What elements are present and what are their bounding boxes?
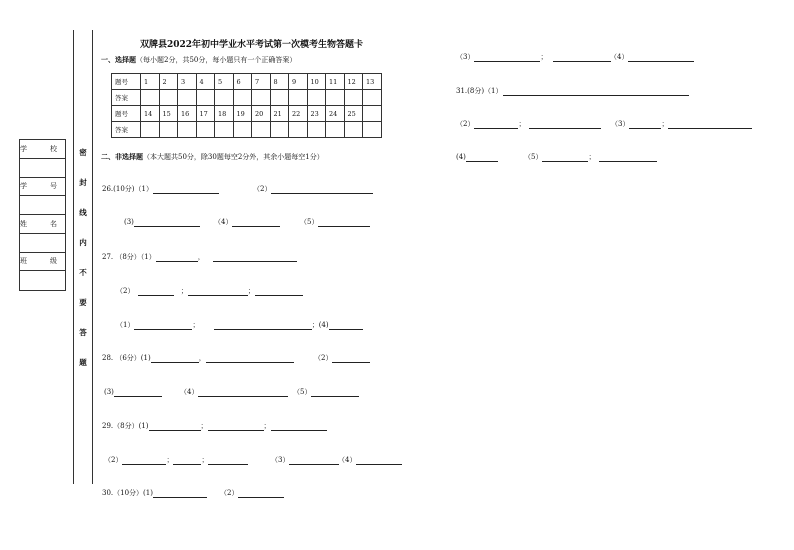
question-number: 18 [215, 106, 234, 122]
answer-cell[interactable] [178, 122, 197, 138]
answer-blank[interactable] [311, 389, 359, 397]
question-number: 23 [307, 106, 326, 122]
seal-char: 答 [79, 328, 87, 337]
separator: ； [588, 153, 596, 161]
section1-note: （每小题2分，共50分，每小题只有一个正确答案） [136, 56, 297, 64]
separator: ； [263, 422, 271, 430]
answer-blank[interactable] [134, 322, 192, 330]
answer-blank[interactable] [114, 389, 162, 397]
q26-line1 [102, 185, 219, 194]
section2-title: 二、非选择题 [101, 152, 143, 161]
answer-blank[interactable] [206, 355, 294, 363]
q27-label: 27. （8分）（1） [102, 253, 156, 261]
answer-cell[interactable] [178, 90, 197, 106]
q31-label-4: (4) [456, 153, 466, 161]
answer-blank[interactable] [213, 254, 297, 262]
answer-table [111, 73, 382, 138]
answer-blank[interactable] [474, 54, 540, 62]
answer-blank[interactable] [503, 88, 689, 96]
question-number: 9 [289, 74, 308, 90]
seal-char: 题 [79, 358, 87, 367]
q28-line2c [293, 388, 359, 397]
question-number: 25 [344, 106, 363, 122]
answer-blank[interactable] [529, 121, 601, 129]
answer-cell[interactable] [344, 90, 363, 106]
q31-label-5: （5） [524, 153, 543, 161]
question-number: 7 [252, 74, 271, 90]
question-number: 14 [141, 106, 160, 122]
answer-cell[interactable] [252, 90, 271, 106]
seal-char: 不 [79, 268, 87, 277]
answer-cell[interactable] [215, 90, 234, 106]
question-number: 17 [196, 106, 215, 122]
right-line1 [456, 53, 611, 62]
separator: ； [166, 456, 174, 464]
name-label: 姓 名 [20, 215, 65, 234]
answer-blank[interactable] [474, 121, 518, 129]
q28-label-4: （4） [180, 388, 199, 396]
answer-blank[interactable] [318, 219, 370, 227]
q29-line1 [102, 422, 327, 431]
q31-label-2: （2） [456, 120, 475, 128]
answer-blank[interactable] [173, 457, 201, 465]
answer-blank[interactable] [599, 154, 657, 162]
answer-cell[interactable] [270, 90, 289, 106]
q30-label-2: （2） [220, 489, 239, 497]
q28-label-3: (3) [104, 388, 114, 396]
question-number: 16 [178, 106, 197, 122]
separator: ； [661, 120, 669, 128]
question-number [363, 106, 382, 122]
question-number: 24 [326, 106, 345, 122]
answer-cell[interactable] [196, 122, 215, 138]
right-line1b [610, 53, 694, 62]
answer-cell[interactable] [252, 122, 271, 138]
table-row [112, 106, 382, 122]
seal-char: 线 [79, 208, 87, 217]
name-field[interactable] [20, 234, 65, 253]
answer-blank[interactable] [255, 288, 303, 296]
answer-cell[interactable] [270, 122, 289, 138]
q26-line1b [253, 185, 373, 194]
seal-char: 内 [79, 238, 87, 247]
table-row [112, 74, 382, 90]
question-number: 21 [270, 106, 289, 122]
q27-label-2: （2） [116, 287, 135, 295]
q26-label: 26.(10分)（1） [102, 185, 153, 193]
separator: ； [247, 287, 255, 295]
q29-line2b [271, 456, 339, 465]
q30-label-4: （4） [610, 53, 629, 61]
seal-char: 密 [79, 148, 87, 157]
q28-line1 [102, 354, 294, 363]
answer-blank[interactable] [289, 457, 339, 465]
q27-label-3: （1） [116, 321, 135, 329]
q28-label-5: （5） [293, 388, 312, 396]
answer-blank[interactable] [271, 423, 327, 431]
q31-line2b [611, 120, 752, 129]
answer-cell[interactable] [215, 122, 234, 138]
answer-cell[interactable] [326, 90, 345, 106]
answer-blank[interactable] [149, 423, 201, 431]
q28-label: 28. （6分）(1) [102, 354, 151, 362]
seal-line-right [92, 30, 93, 484]
separator: ， [197, 253, 205, 261]
class-label: 班 级 [20, 253, 65, 272]
answer-blank[interactable] [553, 54, 611, 62]
answer-blank[interactable] [668, 121, 752, 129]
answer-blank[interactable] [628, 54, 694, 62]
answer-blank[interactable] [153, 186, 219, 194]
student-info-box [19, 139, 66, 291]
answer-cell[interactable] [159, 122, 178, 138]
answer-cell[interactable] [141, 90, 160, 106]
answer-blank[interactable] [329, 322, 363, 330]
class-field[interactable] [20, 271, 65, 290]
separator: ； [200, 422, 208, 430]
separator: ； [518, 120, 526, 128]
question-number: 11 [326, 74, 345, 90]
answer-cell[interactable] [307, 90, 326, 106]
separator: ； [180, 287, 188, 295]
q29-line2c [338, 456, 402, 465]
answer-cell[interactable] [326, 122, 345, 138]
q31-line3b [524, 153, 657, 162]
question-number: 8 [270, 74, 289, 90]
q26-line2 [124, 218, 200, 227]
q31-line2 [456, 120, 601, 129]
answer-cell[interactable] [307, 122, 326, 138]
question-number: 22 [289, 106, 308, 122]
q30-line1 [102, 489, 207, 498]
question-number: 1 [141, 74, 160, 90]
school-label: 学 校 [20, 140, 65, 159]
question-number: 20 [252, 106, 271, 122]
q31-label: 31.(8分)（1） [456, 87, 503, 95]
answer-cell[interactable] [289, 90, 308, 106]
q26-label-3: (3) [124, 218, 134, 226]
answer-cell[interactable] [363, 90, 382, 106]
seal-char: 要 [79, 298, 87, 307]
section1-title: 一、选择题 [101, 55, 136, 64]
q26-label-5: （5） [300, 218, 319, 226]
question-number: 4 [196, 74, 215, 90]
answer-cell[interactable] [159, 90, 178, 106]
q30-line1b [220, 489, 284, 498]
answer-blank[interactable] [542, 154, 588, 162]
table-row [112, 122, 382, 138]
answer-blank[interactable] [188, 288, 248, 296]
student-id-label: 学 号 [20, 178, 65, 197]
answer-blank[interactable] [198, 389, 288, 397]
seal-line-left [73, 30, 74, 484]
separator: ； [192, 321, 200, 329]
school-field[interactable] [20, 159, 65, 178]
page-title: 双牌县2022年初中学业水平考试第一次模考生物答题卡 [140, 40, 364, 50]
answer-cell[interactable] [233, 90, 252, 106]
answer-blank[interactable] [122, 457, 166, 465]
q31-line1 [456, 87, 689, 96]
q26-label-4: （4） [214, 218, 233, 226]
q27-line3 [116, 321, 363, 330]
answer-cell[interactable] [196, 90, 215, 106]
question-number: 3 [178, 74, 197, 90]
q29-label-4: （4） [338, 456, 357, 464]
seal-text [77, 147, 89, 387]
row-label: 题号 [112, 74, 141, 90]
q28-line2b [180, 388, 288, 397]
answer-blank[interactable] [332, 355, 370, 363]
q28-line2 [104, 388, 162, 397]
answer-blank[interactable] [151, 355, 199, 363]
q26-label-2: （2） [253, 185, 272, 193]
answer-blank[interactable] [356, 457, 402, 465]
question-number: 10 [307, 74, 326, 90]
answer-blank[interactable] [208, 457, 248, 465]
answer-blank[interactable] [214, 322, 312, 330]
answer-cell[interactable] [344, 122, 363, 138]
answer-blank[interactable] [232, 219, 280, 227]
answer-cell[interactable] [363, 122, 382, 138]
separator: ；(4) [311, 321, 329, 329]
q26-line2b [214, 218, 280, 227]
answer-cell[interactable] [141, 122, 160, 138]
question-number: 6 [233, 74, 252, 90]
student-id-field[interactable] [20, 196, 65, 215]
q30-label-3: （3） [456, 53, 475, 61]
q29-line2 [104, 456, 248, 465]
q26-line2c [300, 218, 370, 227]
q27-line2 [116, 287, 303, 296]
answer-blank[interactable] [208, 423, 264, 431]
answer-cell[interactable] [289, 122, 308, 138]
separator: ； [540, 53, 548, 61]
section1-heading [101, 55, 296, 65]
separator: ； [201, 456, 209, 464]
separator: ， [198, 354, 206, 362]
q31-line3 [456, 153, 498, 162]
row-label: 答案 [112, 90, 141, 106]
table-row [112, 90, 382, 106]
q30-label: 30.（10分）(1) [102, 489, 153, 497]
answer-blank[interactable] [466, 154, 498, 162]
answer-blank[interactable] [629, 121, 661, 129]
q29-label-3: （3） [271, 456, 290, 464]
question-number: 19 [233, 106, 252, 122]
question-number: 15 [159, 106, 178, 122]
seal-char: 封 [79, 178, 87, 187]
question-number: 5 [215, 74, 234, 90]
row-label: 题号 [112, 106, 141, 122]
question-number: 13 [363, 74, 382, 90]
question-number: 2 [159, 74, 178, 90]
answer-blank[interactable] [156, 254, 198, 262]
answer-blank[interactable] [153, 490, 207, 498]
answer-blank[interactable] [138, 288, 174, 296]
q28-label-2: （2） [314, 354, 333, 362]
q29-label: 29.（8分）(1) [102, 422, 149, 430]
section2-heading [101, 152, 324, 162]
q29-label-2: （2） [104, 456, 123, 464]
answer-blank[interactable] [238, 490, 284, 498]
q31-label-3: （3） [611, 120, 630, 128]
q28-line1b [314, 354, 370, 363]
question-number: 12 [344, 74, 363, 90]
row-label: 答案 [112, 122, 141, 138]
answer-cell[interactable] [233, 122, 252, 138]
answer-blank[interactable] [134, 219, 200, 227]
section2-note: （本大题共50分，除30题每空2分外，其余小题每空1分） [143, 153, 324, 161]
q27-line1 [102, 253, 297, 262]
answer-blank[interactable] [271, 186, 373, 194]
